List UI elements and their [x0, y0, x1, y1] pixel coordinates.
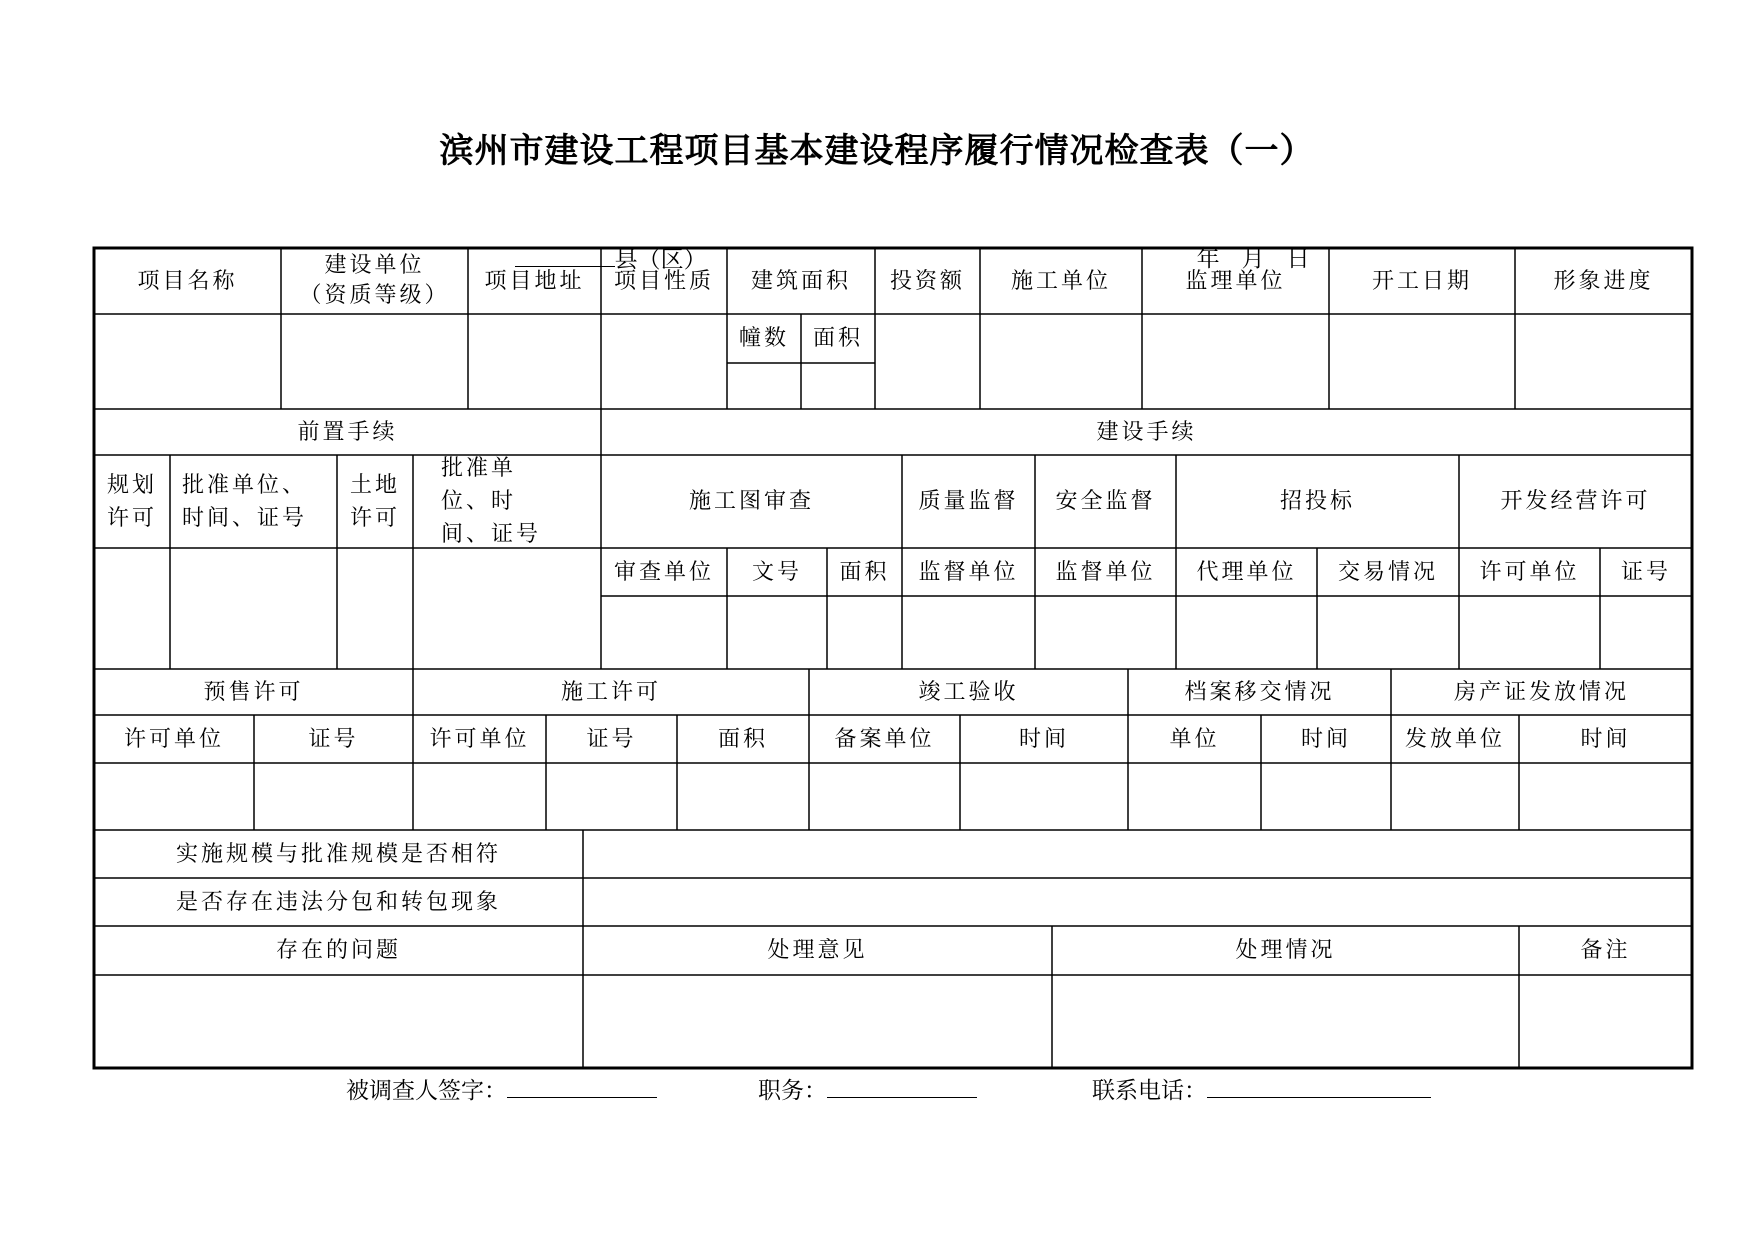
header-project-nature: 项目性质 [613, 268, 714, 294]
header-presale-permit: 预售许可 [203, 679, 304, 705]
header-area: 面积 [812, 326, 863, 351]
header-construction-unit: 施工单位 [1010, 268, 1111, 294]
header-supervise-unit-safety: 监督单位 [1055, 559, 1156, 585]
header-property-cert: 房产证发放情况 [1453, 679, 1629, 705]
header-agent-unit: 代理单位 [1196, 559, 1297, 585]
signature-blank[interactable] [507, 1073, 657, 1098]
header-construction-cert-no: 证号 [586, 726, 637, 752]
header-presale-permit-unit: 许可单位 [123, 726, 224, 752]
header-dev-permit: 开发经营许可 [1500, 489, 1651, 514]
header-building-count: 幢数 [738, 326, 789, 351]
header-construction-permit-unit: 许可单位 [429, 726, 530, 752]
header-transaction: 交易情况 [1337, 559, 1438, 585]
header-review-unit: 审查单位 [613, 559, 714, 585]
header-drawing-review: 施工图审查 [688, 489, 814, 514]
header-bidding: 招投标 [1279, 489, 1355, 514]
header-construction-permit: 施工许可 [560, 679, 661, 705]
header-planning-permit: 规划许可 [106, 472, 157, 531]
header-filing-time: 时间 [1018, 726, 1069, 752]
header-presale-cert-no: 证号 [308, 726, 359, 752]
builder-label: 建设单位 [324, 253, 425, 278]
header-safety-supervision: 安全监督 [1055, 489, 1156, 514]
builder-qualification-label: （资质等级） [299, 283, 450, 308]
header-handling-opinion: 处理意见 [767, 938, 868, 963]
header-filing-unit: 备案单位 [834, 726, 935, 752]
header-start-date: 开工日期 [1371, 268, 1472, 294]
header-quality-supervision: 质量监督 [918, 489, 1019, 514]
label-scale-match: 实施规模与批准规模是否相符 [175, 841, 501, 867]
header-archive-time: 时间 [1300, 726, 1351, 752]
header-investment: 投资额 [889, 268, 965, 294]
header-doc-no: 文号 [751, 559, 802, 585]
year-label: 年 [1196, 246, 1220, 272]
county-suffix: 县（区） [614, 247, 707, 273]
header-archive-transfer: 档案移交情况 [1184, 679, 1335, 705]
header-review-area: 面积 [839, 559, 890, 585]
header-progress: 形象进度 [1553, 268, 1654, 294]
header-issues: 存在的问题 [275, 938, 401, 963]
section-construction-procedures: 建设手续 [1096, 419, 1197, 445]
header-dev-cert-no: 证号 [1620, 559, 1671, 585]
header-project-address: 项目地址 [484, 268, 585, 294]
header-project-name: 项目名称 [137, 268, 238, 294]
position-blank[interactable] [827, 1073, 977, 1098]
header-archive-unit: 单位 [1169, 726, 1220, 752]
header-land-permit: 土地许可 [349, 472, 400, 531]
header-remarks: 备注 [1580, 938, 1631, 963]
header-handling-status: 处理情况 [1235, 938, 1336, 963]
page-title: 滨州市建设工程项目基本建设程序履行情况检查表（一） [439, 131, 1315, 171]
signature-label: 被调查人签字： [346, 1078, 507, 1104]
phone-blank[interactable] [1207, 1073, 1431, 1098]
label-subcontract: 是否存在违法分包和转包现象 [175, 889, 501, 915]
footer-phone [1092, 1073, 1431, 1106]
header-building-area: 建筑面积 [750, 268, 851, 294]
header-builder [281, 248, 468, 314]
footer-position [758, 1073, 977, 1106]
position-label: 职务： [758, 1078, 827, 1104]
header-construction-area: 面积 [717, 726, 768, 752]
header-issuing-time: 时间 [1580, 726, 1631, 752]
footer-signature [346, 1073, 657, 1106]
header-supervise-unit-quality: 监督单位 [918, 559, 1019, 585]
header-completion-acceptance: 竣工验收 [918, 679, 1019, 705]
header-dev-permit-unit: 许可单位 [1479, 559, 1580, 585]
header-approval-info-2: 批准单位、时间、证号 [441, 456, 542, 547]
header-approval-info-1: 批准单位、时间、证号 [182, 472, 308, 531]
header-supervision-unit: 监理单位 [1185, 268, 1286, 294]
day-label: 日 [1286, 246, 1310, 272]
section-pre-procedures: 前置手续 [297, 419, 398, 445]
header-issuing-unit: 发放单位 [1404, 726, 1505, 752]
month-label: 月 [1241, 246, 1265, 272]
phone-label: 联系电话： [1092, 1078, 1207, 1104]
